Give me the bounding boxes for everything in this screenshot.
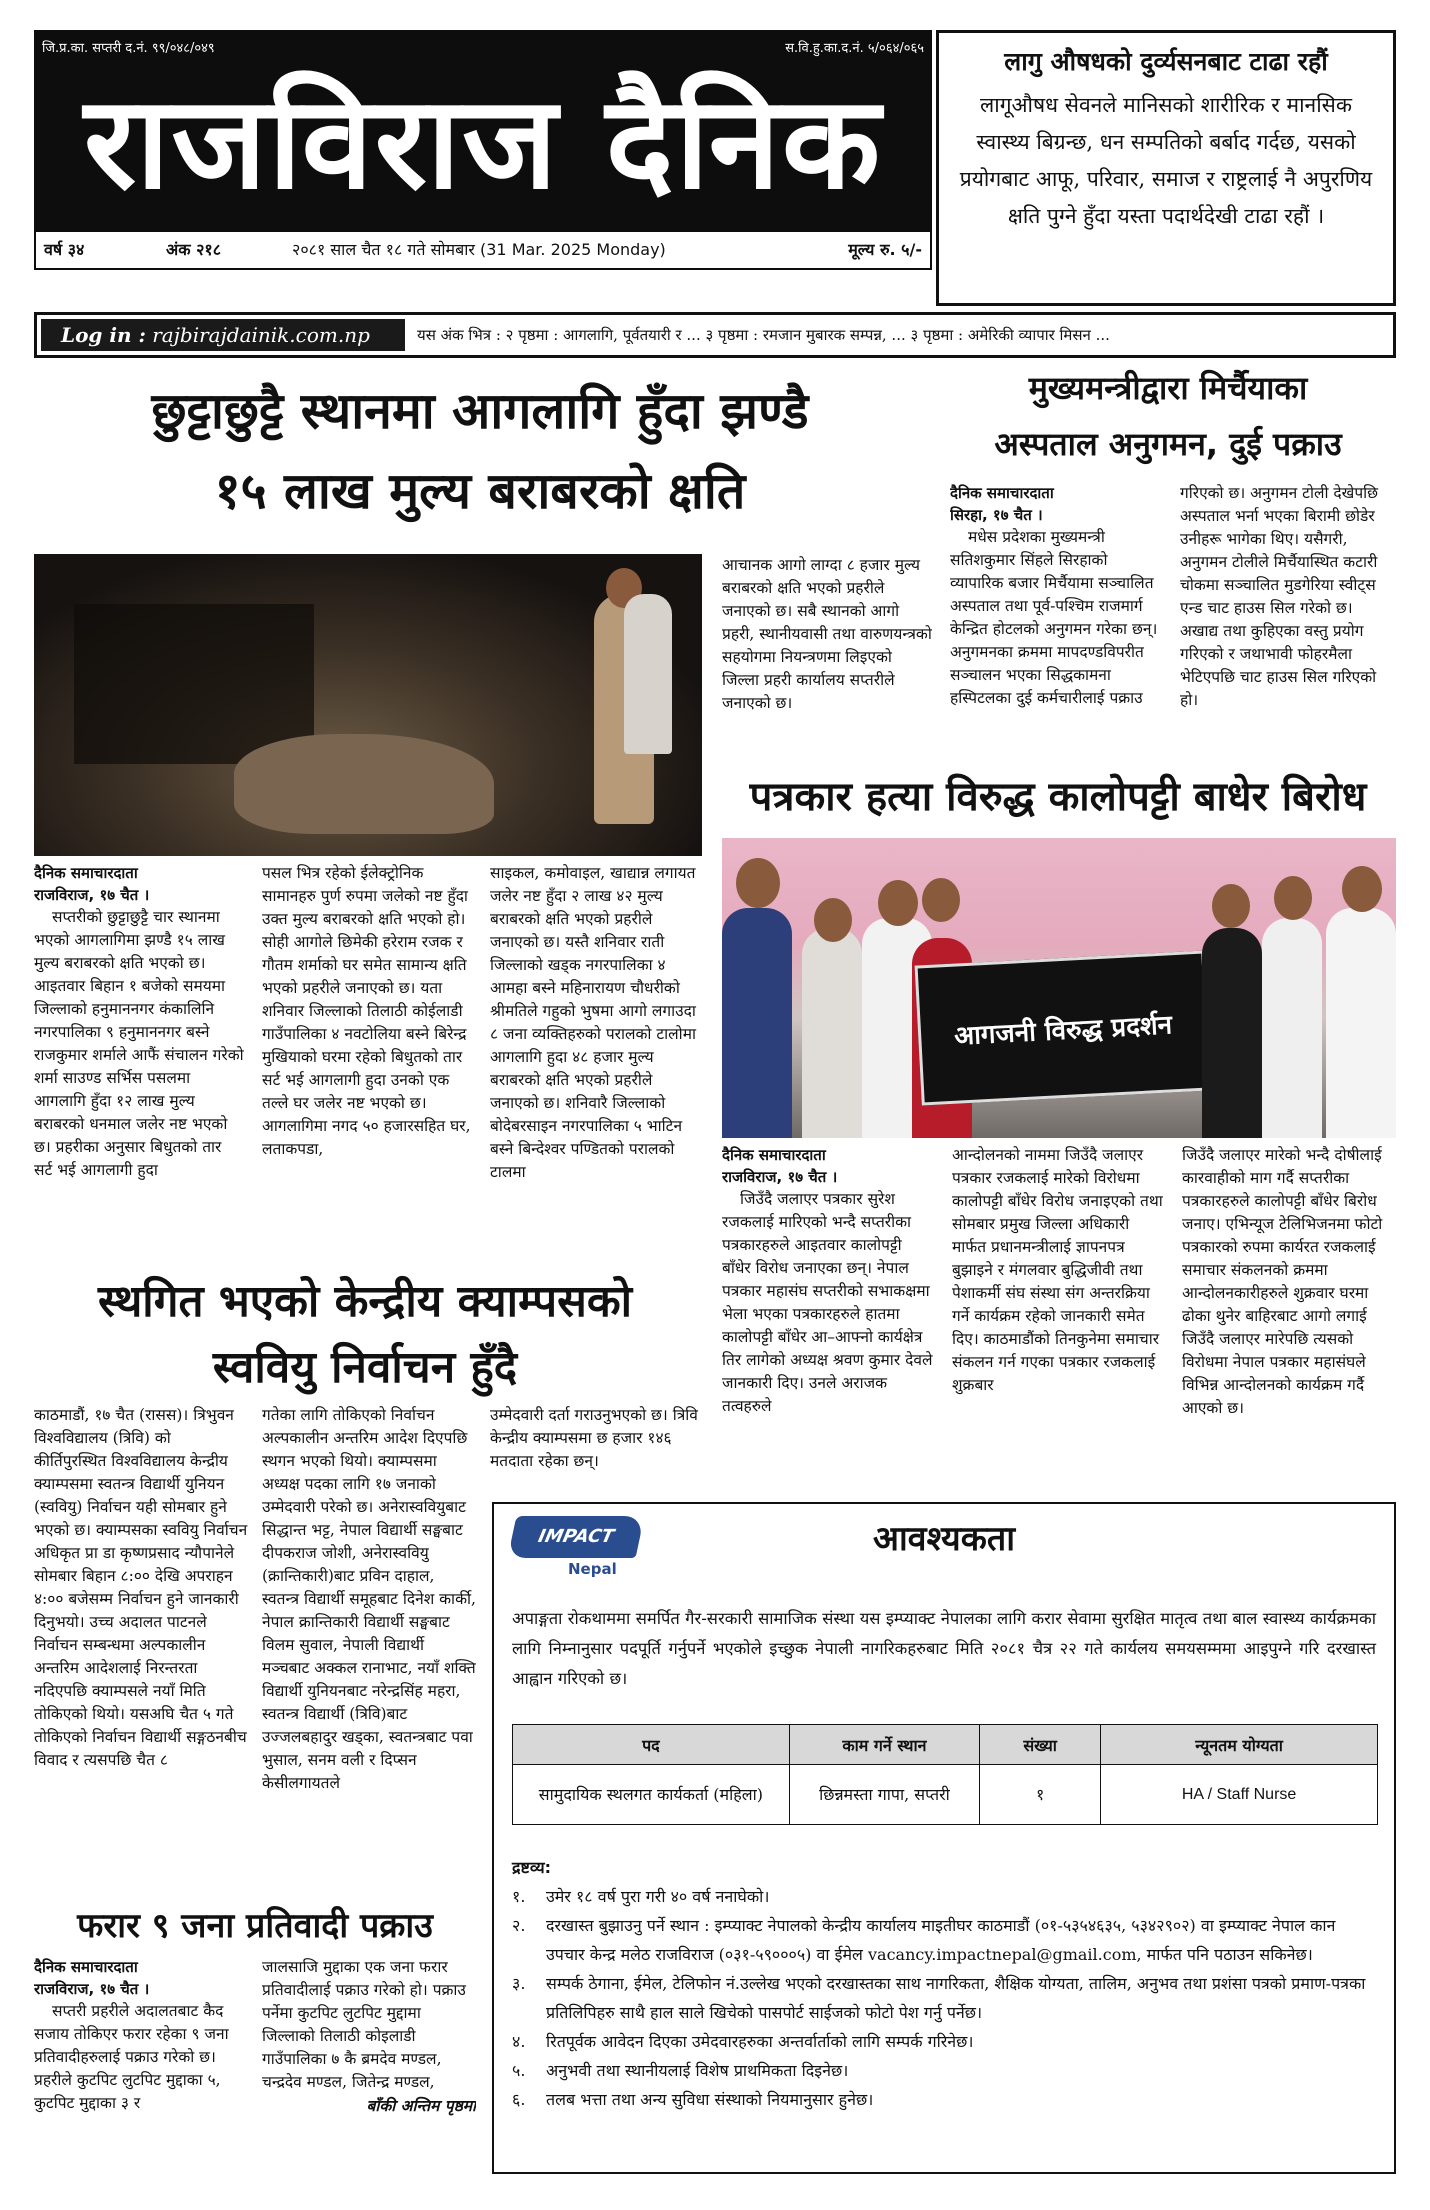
protest-headline: पत्रकार हत्या विरुद्ध कालोपट्टी बाधेर बिरोध: [749, 774, 1367, 820]
fugitive-col-2: जालसाजि मुद्दाका एक जना फरार प्रतिवादीलाई पक्राउ गरेको हो। पक्राउ पर्नेमा कुटपिट लुटपिट मुद्दामा जिल्लाको तिलाठी कोइलाडी गाउँपालिका ७ कै ब्रमदेव मण्डल, चन्द्रदेव मण्डल, जितेन्द्र मण्डल, बाँकी अन्तिम पृष्ठमा: [262, 1958, 476, 2115]
issue-number: अंक २१८: [166, 240, 222, 259]
photo-person-head: [1274, 876, 1312, 920]
photo-person-head: [1212, 884, 1250, 928]
byline-reporter: दैनिक समाचारदाता: [34, 1958, 138, 1976]
fire-col-3: साइकल, कमोवाइल, खाद्यान्न लगायत जलेर नष्ट हुँदा २ लाख ४२ मुल्य बराबरको क्षति भएको प्रहरीले जनाएको छ। यस्तै शनिवार राती जिल्लाको खड्क नगरपालिका ४ आमहा बस्ने महिनारायण चौधरीको श्रीमतिले गहुको भुषमा आगो लगाउदा ८ जना व्यक्तिहरुको परालको टालोमा आगलागि हुदा ४८ हजार मुल्य बराबरको क्षति भएको प्रहरीले जनाएको छ। शनिवारै जिल्लाको बोदेबरसाइन नगरपालिका ५ भाटिन बस्ने बिन्देश्वर पण्डितको परालको टालमा: [490, 864, 696, 1181]
notice-text: लागूऔषध सेवनले मानिसको शारीरिक र मानसिक स्वास्थ्य बिग्रन्छ, धन सम्पतिको बर्बाद गर्दछ, यसको प्रयोगबाट आफू, परिवार, समाज र राष्ट्रलाई नै अपुरणिय क्षति पुग्ने हुँदा यस्ता पदार्थदेखी टाढा रहौं ।: [959, 93, 1373, 228]
photo-person-head: [878, 880, 918, 926]
fire-scene-photo: [34, 554, 702, 856]
list-item: ३. सम्पर्क ठेगाना, ईमेल, टेलिफोन नं.उल्लेख भएको दरखास्तका साथ नागरिकता, शैक्षिक योग्यता, तालिम, अनुभव तथा प्रशंसा पत्रको प्रमाण-पत्रका प्रतिलिपिहरु साथै हाल साले खिचेको पासपोर्ट साईजको फोटो पेश गर्नु पर्नेछ।: [512, 1974, 1366, 2022]
table-cell: HA / Staff Nurse: [1101, 1765, 1378, 1825]
table-cell: सामुदायिक स्थलगत कार्यकर्ता (महिला): [513, 1765, 790, 1825]
fugitive-col-1: दैनिक समाचारदाता राजविराज, १७ चैत । सप्तरी प्रहरीले अदालतबाट कैद सजाय तोकिएर फरार रहेका ९ जना प्रतिवादीहरुलाई पक्राउ गरेको छ। प्रहरीले कुटपिट लुटपिट मुद्दाका ५, कुटपिट मुद्दाका ३ र: [34, 1956, 248, 2162]
byline-reporter: दैनिक समाचारदाता: [722, 1146, 826, 1164]
website-url: rajbirajdainik.com.np: [152, 323, 370, 347]
fire-col-2: पसल भित्र रहेको ईलेक्ट्रोनिक सामानहरु पुर्ण रुपमा जलेको नष्ट हुँदा उक्त मुल्य बराबरको क्षति भएको हो। सोही आगोले छिमेकी हरेराम रजक र गौतम शर्माको घर समेत सामान्य क्षति भएको प्रहरीले जनाएको छ। यता शनिवार जिल्लाको तिलाठी कोईलाडी गाउँपालिका ४ नवटोलिया बस्ने बिरेन्द्र मुखियाको घरमा रहेको बिधुतको तार सर्ट भई आगलागी हुदा उनको एक तल्ले घर जलेर नष्ट भएको छ। आगलागिमा नगद ५० हजारसहित घर, लताकपडा,: [262, 864, 471, 1158]
continued-note: बाँकी अन्तिम पृष्ठमा: [366, 2096, 476, 2115]
photo-debris: [74, 604, 314, 764]
journalists-protest-photo: [722, 838, 1396, 1138]
notes-title: द्रष्टव्य:: [512, 1858, 551, 1877]
table-header-row: [513, 1725, 1378, 1765]
price: मूल्य रु. ५/-: [848, 240, 922, 259]
campus-col-1: काठमाडौं, १७ चैत (रासस)। त्रिभुवन विश्वविद्यालय (त्रिवि) को कीर्तिपुरस्थित विश्वविद्यालय केन्द्रीय क्याम्पसमा स्वतन्त्र विद्यार्थी युनियन (स्ववियु) निर्वाचन यही सोमबार हुने भएको छ। क्याम्पसका स्ववियु निर्वाचन अधिकृत प्रा डा कृष्णप्रसाद न्यौपानेले सोमबार बिहान ८:०० देखि अपराहन ४:०० बजेसम्म निर्वाचन हुने जानकारी दिनुभयो। उच्च अदालत पाटनले निर्वाचन सम्बन्धमा अल्पकालीन अन्तरिम आदेशलाई निरन्तरता नदिएपछि क्याम्पसले नयाँ मिति तोकिएको थियो। यसअघि चैत ५ गते तोकिएको निर्वाचन विद्यार्थी सङ्गठनबीच विवाद र त्यसपछि चैत ८: [34, 1406, 248, 1769]
inside-this-issue: यस अंक भित्र : २ पृष्ठमा : आगलागि, पूर्वतयारी र ... ३ पृष्ठमा : रमजान मुबारक सम्पन्न, ... ३ पृष्ठमा : अमेरिकी व्यापार मिसन ...: [417, 326, 1110, 344]
masthead: [34, 30, 932, 270]
protest-col-2: आन्दोलनको नाममा जिउँदै जलाएर पत्रकार रजकलाई मारेको विरोधमा कालोपट्टी बाँधेर विरोध जनाइएको तथा सोमबार प्रमुख जिल्ला अधिकारी मार्फत प्रधानमन्त्रीलाई ज्ञापनपत्र बुझाइने र मंगलवार बुद्धिजीवी तथा पेशाकर्मी संघ संस्था संग अन्तरक्रिया गर्ने कार्यक्रम रहेको जानकारी समेत दिए। काठमाडौंको तिनकुनेमा समाचार संकलन गर्न गएका पत्रकार रजकलाई शुक्रबार: [952, 1146, 1163, 1394]
table-header-cell: न्यूनतम योग्यता: [1101, 1725, 1378, 1765]
table-cell: छिन्नमस्ता गापा, सप्तरी: [789, 1765, 979, 1825]
table-row: [513, 1765, 1378, 1825]
protest-banner: आगजनी विरुद्ध प्रदर्शन: [915, 951, 1212, 1106]
photo-person-head: [1342, 866, 1382, 912]
byline-reporter: दैनिक समाचारदाता: [950, 484, 1054, 502]
login-bar: [34, 312, 1396, 358]
table-header-cell: संख्या: [980, 1725, 1101, 1765]
byline-dateline: सिरहा, १७ चैत ।: [950, 506, 1043, 524]
cm-headline-line2: अस्पताल अनुगमन, दुई पक्राउ: [994, 425, 1342, 463]
vacancy-advertisement: [492, 1502, 1396, 2174]
campus-headline-line1: स्थगित भएको केन्द्रीय क्याम्पसको: [97, 1276, 633, 1327]
list-item: ५. अनुभवी तथा स्थानीयलाई विशेष प्राथमिकता दिइनेछ।: [512, 2061, 849, 2080]
byline-reporter: दैनिक समाचारदाता: [34, 864, 138, 882]
registration-left: जि.प्र.का. सप्तरी द.नं. ९९/०४८/०४९: [42, 41, 215, 56]
notes-list: [512, 1882, 1376, 2114]
list-item: ४. रितपूर्वक आवेदन दिएका उमेदवारहरुका अन्तर्वार्ताको लागि सम्पर्क गरिनेछ।: [512, 2032, 974, 2051]
table-header-cell: पद: [513, 1725, 790, 1765]
notice-title: लागु औषधको दुर्व्यसनबाट टाढा रहौं: [1004, 47, 1328, 76]
photo-person-head: [736, 858, 780, 908]
campus-headline-line2: स्ववियु निर्वाचन हुँदै: [212, 1342, 518, 1393]
fire-headline-line2: १५ लाख मुल्य बराबरको क्षति: [214, 462, 746, 520]
ad-title: आवश्यकता: [872, 1519, 1016, 1559]
list-item: १. उमेर १८ वर्ष पुरा गरी ४० वर्ष ननाघेको।: [512, 1887, 770, 1906]
issue-info-bar: [34, 230, 932, 270]
photo-person: [1202, 928, 1262, 1138]
cm-col-1: दैनिक समाचारदाता सिरहा, १७ चैत । मधेस प्रदेशका मुख्यमन्त्री सतिशकुमार सिंहले सिरहाको व्यापारिक बजार मिर्चैयामा सञ्चालित अस्पताल तथा पूर्व-पश्चिम राजमार्ग केन्द्रित होटलको अनुगमन गरेका छन्। अनुगमनका क्रममा मापदण्डविपरीत सञ्चालन भएका सिद्धकामना हस्पिटलका दुई कर्मचारीलाई पक्राउ: [950, 482, 1162, 764]
list-item: ६. तलब भत्ता तथा अन्य सुविधा संस्थाको नियमानुसार हुनेछ।: [512, 2090, 874, 2109]
fire-top-right-text: आचानक आगो लाग्दा ८ हजार मुल्य बराबरको क्षति भएको प्रहरीले जनाएको छ। सबै स्थानको आगो प्रहरी, स्थानीयवासी तथा वारुणयन्त्रको सहयोगमा नियन्त्रणमा लिइएको जिल्ला प्रहरी कार्यालय सप्तरीले जनाएको छ।: [722, 556, 932, 712]
protest-col-1: दैनिक समाचारदाता राजविराज, १७ चैत । जिउँदै जलाएर पत्रकार सुरेश रजकलाई मारिएको भन्दै सप्तरीका पत्रकारहरुले आइतवार कालोपट्टी बाँधेर विरोध जनाएका छन्। नेपाल पत्रकार महासंघ सप्तरीको सभाकक्षमा भेला भएका पत्रकारहरुले हातमा कालोपट्टी बाँधेर आ–आफ्नो कार्यक्षेत्र तिर लागेको अध्यक्ष श्रवण कुमार देवले जानकारी दिए। उनले अराजक तत्वहरुले: [722, 1146, 933, 1415]
ad-intro: अपाङ्गता रोकथाममा समर्पित गैर-सरकारी सामाजिक संस्था यस इम्प्याक्ट नेपालका लागि करार सेवामा सुरक्षित मातृत्व तथा बाल स्वास्थ्य कार्यक्रमका लागि निम्नानुसार पदपूर्ति गर्नुपर्ने भएकोले इच्छुक नेपाली नागरिकहरुबाट मिति २०८१ चैत्र २२ गते कार्यलय समयसम्ममा आइपुग्ने गरि दरखास्त आह्वान गरिएको छ।: [512, 1609, 1376, 1688]
logo-text: IMPACT: [508, 1516, 645, 1558]
cm-headline-line1: मुख्यमन्त्रीद्वारा मिर्चैयाका: [1028, 369, 1308, 407]
fire-headline-line1: छुट्टाछुट्टै स्थानमा आगलागि हुँदा झण्डै: [151, 382, 809, 440]
volume: वर्ष ३४: [44, 240, 85, 259]
list-item: २. दरखास्त बुझाउनु पर्ने स्थान : इम्प्याक्ट नेपालको केन्द्रीय कार्यालय माइतीघर काठमाडौं (०१-५३५४६३५, ५३४२९०२) वा इम्प्याक्ट नेपाल कान उपचार केन्द्र मलेठ राजविराज (०३१-५९०००५) वा ईमेल vacancy.impactnepal@gmail.com, मार्फत पनि पठाउन सकिनेछ।: [512, 1916, 1336, 1964]
login-link[interactable]: [41, 319, 405, 351]
anti-drug-notice: [936, 30, 1396, 306]
photo-person-head: [922, 878, 960, 922]
byline-dateline: राजविराज, १७ चैत ।: [34, 886, 150, 904]
logo-subtext: Nepal: [568, 1560, 617, 1578]
fugitive-headline: फरार ९ जना प्रतिवादी पक्राउ: [77, 1906, 433, 1946]
photo-person-head: [814, 898, 852, 942]
byline-dateline: राजविराज, १७ चैत ।: [722, 1168, 838, 1186]
photo-person: [722, 908, 792, 1138]
protest-col-3: जिउँदै जलाएर मारेको भन्दै दोषीलाई कारवाहीको माग गर्दै सप्तरीका पत्रकारहरुले कालोपट्टी बाँधेर बिरोध जनाए। एभिन्यूज टेलिभिजनमा फोटो पत्रकारको रुपमा कार्यरत रजकलाई समाचार संकलनको क्रममा आन्दोलनकारीहरुले शुक्रवार घरमा ढोका थुनेर बाहिरबाट आगो लगाई जिउँदै जलाएर मारेपछि त्यसको विरोधमा नेपाल पत्रकार महासंघले विभिन्न आन्दोलनको कार्यक्रम गर्दै आएको छ।: [1182, 1146, 1383, 1417]
table-header-cell: काम गर्ने स्थान: [789, 1725, 979, 1765]
photo-person: [1326, 908, 1396, 1138]
vacancy-table: [512, 1724, 1378, 1825]
table-cell: १: [980, 1765, 1101, 1825]
issue-date: २०८१ साल चैत १८ गते सोमबार (31 Mar. 2025 Monday): [292, 240, 666, 259]
campus-col-2: गतेका लागि तोकिएको निर्वाचन अल्पकालीन अन्तरिम आदेश दिएपछि स्थगन भएको थियो। क्याम्पसमा अध्यक्ष पदका लागि १७ जनाको उम्मेदवारी परेको छ। अनेरास्ववियुबाट सिद्धान्त भट्ट, नेपाल विद्यार्थी सङ्घबाट दीपकराज जोशी, अनेरास्ववियु (क्रान्तिकारी)बाट प्रविन दाहाल, स्वतन्त्र विद्यार्थी समूहबाट दिनेश कार्की, नेपाल क्रान्तिकारी विद्यार्थी सङ्घबाट विलम सुवाल, नेपाली विद्यार्थी मञ्चबाट अक्कल रानाभाट, नयाँ शक्ति विद्यार्थी युनियनबाट नरेन्द्रसिंह महरा, स्वतन्त्र विद्यार्थी (त्रिवि)बाट उज्जलबहादुर खड्का, स्वतन्त्रबाट पवा भुसाल, सनम वली र दिप्सन केसीलगायतले: [262, 1406, 476, 1792]
photo-person: [802, 928, 862, 1138]
byline-dateline: राजविराज, १७ चैत ।: [34, 1980, 150, 1998]
fire-col-1: दैनिक समाचारदाता राजविराज, १७ चैत । सप्तरीको छुट्टाछुट्टै चार स्थानमा भएको आगलागिमा झण्डै १५ लाख मुल्य बराबरको क्षति भएको छ। आइतवार बिहान १ बजेको समयमा जिल्लाको हनुमाननगर कंकालिनि नगरपालिका ९ हनुमाननगर बस्ने राजकुमार शर्माले आफैं संचालन गरेको शर्मा साउण्ड सर्भिस पसलमा आगलागि हुँदा १२ लाख मुल्य बराबरको धनमाल जलेर नष्ट भएको छ। प्रहरीका अनुसार बिधुतको तार सर्ट भई आगलागी हुदा: [34, 864, 244, 1179]
login-label: Log in :: [61, 323, 146, 347]
photo-person-shirt: [624, 594, 672, 754]
newspaper-title: राजविराज दैनिक: [83, 69, 883, 218]
campus-col-3: उम्मेदवारी दर्ता गराउनुभएको छ। त्रिवि केन्द्रीय क्याम्पसमा छ हजार १४६ मतदाता रहेका छन्।: [490, 1406, 698, 1470]
photo-ash: [234, 734, 494, 834]
registration-right: स.वि.हु.का.द.नं. ५/०६४/०६५: [785, 41, 924, 56]
cm-col-2: गरिएको छ। अनुगमन टोली देखेपछि अस्पताल भर्ना भएका बिरामी छोडेर उनीहरू भागेका थिए। यसैगरी, अनुगमन टोलीले मिर्चैयास्थित कटारी चोकमा सञ्चालित मुडगेरिया स्वीट्स एन्ड चाट हाउस सिल गरेको छ। अखाद्य तथा कुहिएका वस्तु प्रयोग गरिएको र जथाभावी फोहरमैला भेटिएपछि चाट हाउस सिल गरिएको हो।: [1180, 484, 1379, 709]
photo-person: [1262, 918, 1322, 1138]
